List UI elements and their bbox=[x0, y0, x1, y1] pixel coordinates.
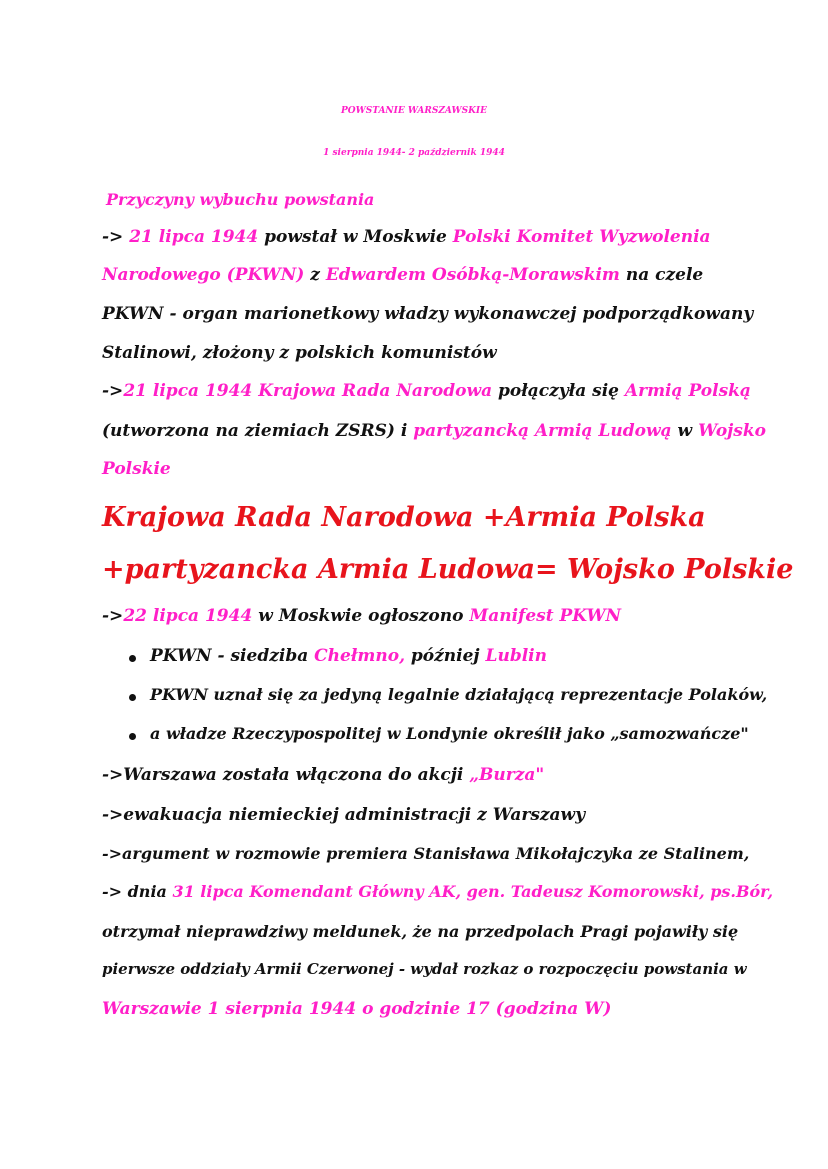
highlight-line-1: Krajowa Rada Narodowa +Armia Polska bbox=[102, 502, 706, 533]
text-line-5: ->21 lipca 1944 Krajowa Rada Narodowa połączyła się Armią Polską bbox=[102, 381, 751, 401]
text-line-9: ->Warszawa została włączona do akcji „Burza" bbox=[102, 765, 545, 785]
text-line-7: Polskie bbox=[102, 459, 171, 479]
bullet-item-2: PKWN uznał się za jedyną legalnie działającą reprezentacje Polaków, bbox=[150, 685, 768, 704]
text-line-2: Narodowego (PKWN) z Edwardem Osóbką-Morawskim na czele bbox=[102, 265, 704, 285]
highlight-line-2: +partyzancka Armia Ludowa= Wojsko Polskie bbox=[102, 554, 794, 585]
page-title: POWSTANIE WARSZAWSKIE bbox=[341, 106, 487, 116]
bullet-item-1: PKWN - siedziba Chełmno, później Lublin bbox=[150, 646, 547, 666]
bullet-icon bbox=[129, 655, 136, 662]
text-line-3: PKWN - organ marionetkowy władzy wykonawczej podporządkowany bbox=[102, 304, 754, 324]
text-line-14: pierwsze oddziały Armii Czerwonej - wydał rozkaz o rozpoczęciu powstania w bbox=[102, 960, 747, 978]
text-line-8: ->22 lipca 1944 w Moskwie ogłoszono Manifest PKWN bbox=[102, 606, 622, 626]
bullet-item-3: a władze Rzeczypospolitej w Londynie określił jako „samozwańcze" bbox=[150, 724, 749, 743]
text-line-4: Stalinowi, złożony z polskich komunistów bbox=[102, 343, 497, 363]
date-range: 1 sierpnia 1944- 2 październik 1944 bbox=[323, 148, 505, 158]
text-line-13: otrzymał nieprawdziwy meldunek, że na przedpolach Pragi pojawiły się bbox=[102, 922, 739, 941]
text-line-10: ->ewakuacja niemieckiej administracji z Warszawy bbox=[102, 805, 586, 825]
bullet-icon bbox=[129, 733, 136, 740]
text-line-6: (utworzona na ziemiach ZSRS) i partyzancką Armią Ludową w Wojsko bbox=[102, 421, 766, 441]
section-heading: Przyczyny wybuchu powstania bbox=[106, 190, 375, 209]
text-line-1: -> 21 lipca 1944 powstał w Moskwie Polski Komitet Wyzwolenia bbox=[102, 227, 711, 247]
bullet-icon bbox=[129, 694, 136, 701]
text-line-15: Warszawie 1 sierpnia 1944 o godzinie 17 (godzina W) bbox=[102, 999, 612, 1019]
text-line-11: ->argument w rozmowie premiera Stanisława Mikołajczyka ze Stalinem, bbox=[102, 844, 750, 863]
text-line-12: -> dnia 31 lipca Komendant Główny AK, gen. Tadeusz Komorowski, ps.Bór, bbox=[102, 882, 774, 901]
